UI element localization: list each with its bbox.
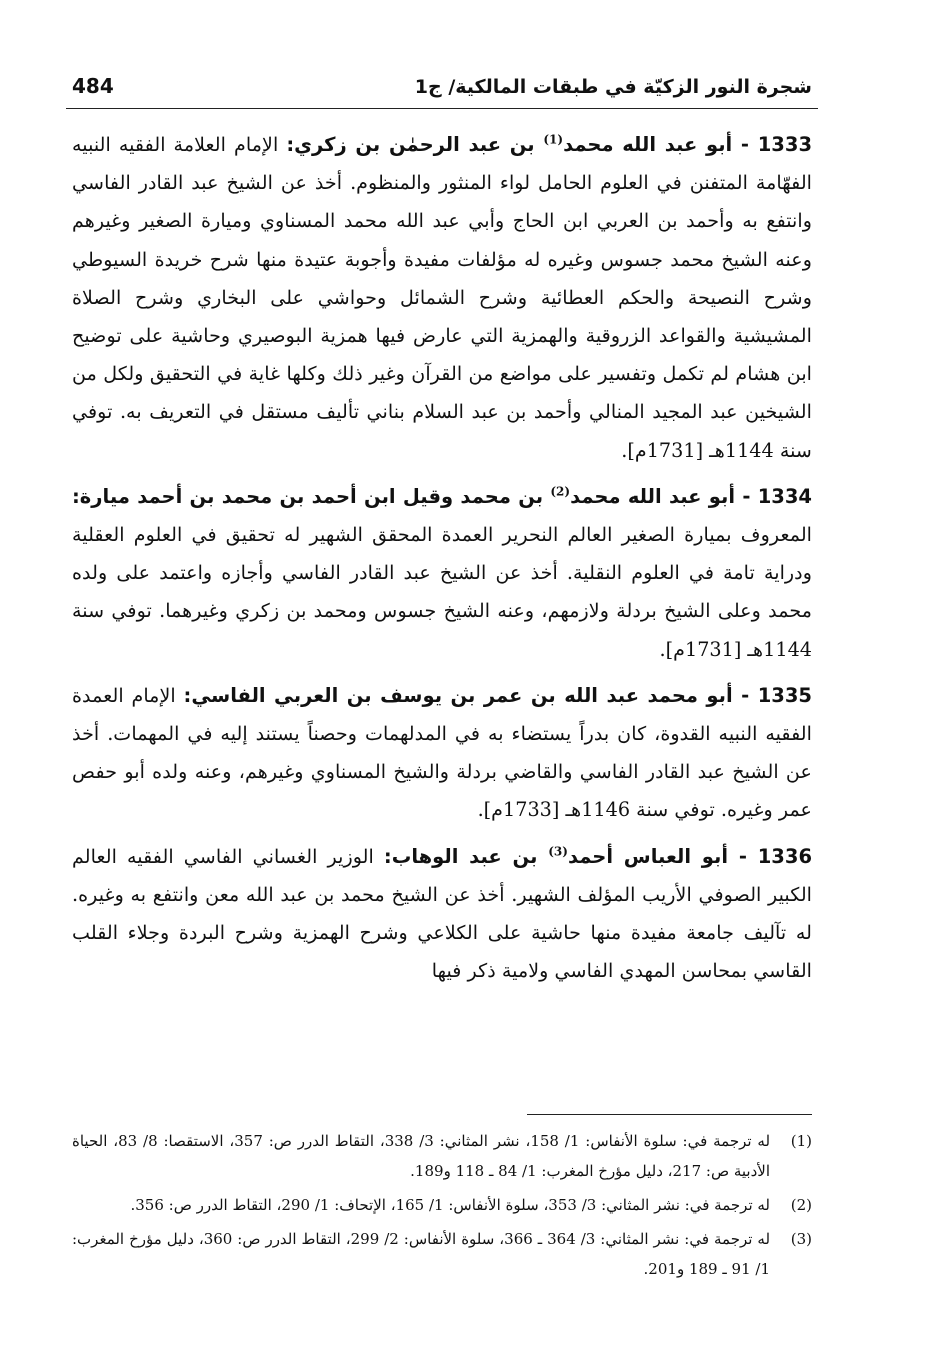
footnote-text: له ترجمة في: نشر المثاني: 3/ 364 ـ 366، سلوة الأنفاس: 2/ 299، التقاط الدرر ص: 360، دليل مؤرخ المغرب: 1/ 91 ـ 189 و201. (72, 1230, 771, 1278)
entry-body: الوزير الغساني الفاسي الفقيه العالم الكبير الصوفي الأريب المؤلف الشهير. أخذ عن الشيخ محمد بن عبد الله معن وانتفع به وغيره. له تآليف جامعة مفيدة منها حاشية على الكلاعي وشرح الهمزية وشرح البردة وجلاء القلب القاسي بمحاسن المهدي الفاسي ولامية ذكر فيها (72, 844, 812, 983)
entry-heading: 1334 - أبو عبد الله محمد (570, 484, 812, 508)
entry-heading: 1335 - أبو محمد عبد الله بن عمر بن يوسف بن العربي الفاسي: (183, 683, 812, 707)
biography-entry-1333 (72, 126, 812, 470)
footnote-3 (72, 1224, 812, 1284)
entry-heading-cont: بن عبد الرحمٰن بن زكري: (286, 133, 544, 156)
book-title: شجرة النور الزكيّة في طبقات المالكية/ ج1 (414, 76, 812, 98)
footnote-number: (1) (790, 1132, 812, 1150)
biography-entry-1334 (72, 478, 812, 669)
footnote-number: (3) (790, 1230, 812, 1248)
biography-entry-1335 (72, 677, 812, 830)
footnote-1 (72, 1126, 812, 1186)
footnote-marker: (1) (543, 132, 564, 147)
footnotes (72, 1126, 812, 1288)
footnote-text: له ترجمة في: سلوة الأنفاس: 1/ 158، نشر المثاني: 3/ 338، التقاط الدرر ص: 357، الاستقصا: 8/ 83، الحياة الأدبية ص: 217، دليل مؤرخ المغرب: 1/ 84 ـ 118 و189. (72, 1132, 771, 1180)
entry-body: الإمام العلامة الفقيه النبيه الفهّامة المتفنن في العلوم الحامل لواء المنثور والمنظوم. أخذ عن الشيخ عبد القادر الفاسي وانتفع به وأحمد بن العربي ابن الحاج وأبي عبد الله محمد المسناوي وميارة الصغير وغيرهم وعنه الشيخ محمد جسوس وغيره له مؤلفات مفيدة وأجوبة عتيدة منها شرح خريدة السيوطي وشرح النصيحة والحكم العطائية وشرح الشمائل وحواشي على البخاري وشرح الصلاة المشيشية والقواعد الزروقية والهمزية التي عارض فيها همزية البوصيري وحاشية على توضيح ابن هشام لم تكمل وتفسير على مواضع من القرآن وغير ذلك وكلها غاية في التحقيق ولكل من الشيخين عبد المجيد المنالي وأحمد بن عبد السلام بناني تأليف مستقل في التعريف به. توفي سنة 1144هـ [1731م]. (72, 133, 812, 462)
entry-heading: 1333 - أبو عبد الله محمد (563, 133, 813, 156)
footnote-marker: (2) (550, 484, 571, 499)
footnote-number: (2) (790, 1196, 812, 1214)
main-text (72, 126, 812, 998)
footnote-text: له ترجمة في: نشر المثاني: 3/ 353، سلوة الأنفاس: 1/ 165، الإتحاف: 1/ 290، التقاط الدرر ص: 356. (130, 1196, 770, 1214)
biography-entry-1336 (72, 838, 812, 991)
entry-heading-cont: بن محمد وقيل ابن أحمد بن محمد بن أحمد ميارة: (72, 484, 551, 508)
running-head (72, 74, 812, 98)
page-number: 484 (72, 74, 114, 98)
entry-body: الإمام العمدة الفقيه النبيه القدوة، كان بدراً يستضاء به في المدلهمات وحصناً يستند إليه في المهمات. أخذ عن الشيخ عبد القادر الفاسي والقاضي بردلة والشيخ المسناوي وغيرهم، وعنه ولده أبو حفص عمر وغيره. توفي سنة 1146هـ [1733م]. (72, 683, 812, 822)
footnote-2 (72, 1190, 812, 1220)
footnote-rule (527, 1114, 812, 1115)
entry-heading-cont: بن عبد الوهاب: (383, 844, 549, 868)
footnote-marker: (3) (548, 844, 568, 859)
entry-body: المعروف بميارة الصغير العالم النحرير العمدة المحقق الشهير له تحقيق في العلوم العقلية ودراية تامة في العلوم النقلية. أخذ عن الشيخ عبد القادر الفاسي وأجازه واعتمد على ولده محمد وعلى الشيخ بردلة ولازمهم، وعنه الشيخ جسوس ومحمد بن زكري وغيرهما. توفي سنة 1144هـ [1731م]. (72, 523, 812, 661)
entry-heading: 1336 - أبو العباس أحمد (567, 844, 813, 868)
header-rule (66, 108, 818, 109)
